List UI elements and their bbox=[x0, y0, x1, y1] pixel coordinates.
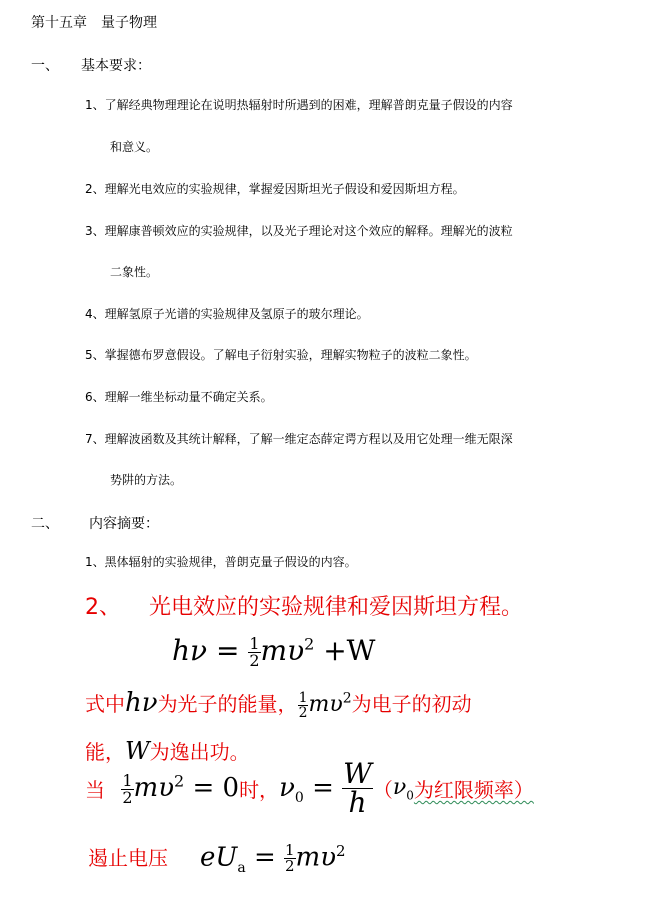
denominator: 2 bbox=[249, 651, 260, 670]
denominator: 2 bbox=[122, 787, 133, 807]
section-number: 一、 bbox=[31, 58, 59, 74]
item-number: 1、 bbox=[85, 98, 105, 112]
desc-line-3 bbox=[85, 757, 534, 830]
item-text: 理解氢原子光谱的实验规律及氢原子的玻尔理论。 bbox=[104, 307, 369, 321]
requirement-item-5 bbox=[85, 346, 477, 363]
desc-text: 能， bbox=[85, 740, 125, 764]
requirement-item-1-continued: 和意义。 bbox=[110, 140, 159, 154]
desc-text: （ bbox=[372, 778, 393, 802]
one-half-fraction bbox=[298, 691, 309, 720]
one-half-fraction bbox=[248, 636, 260, 669]
threshold-equation bbox=[121, 770, 240, 807]
summary-item-2-heading bbox=[85, 590, 523, 621]
desc-text: 为逸出功。 bbox=[149, 740, 250, 764]
requirement-item-7 bbox=[85, 430, 513, 447]
subscript-zero: 0 bbox=[294, 789, 304, 806]
item-number: 4、 bbox=[85, 307, 105, 321]
exponent: 2 bbox=[304, 634, 315, 654]
cutoff-frequency-symbol bbox=[392, 774, 414, 803]
section-heading-1 bbox=[31, 55, 151, 75]
requirement-item-1 bbox=[85, 96, 513, 113]
desc-text: 为电子的初动 bbox=[351, 692, 472, 716]
item-text: 理解光电效应的实验规律，掌握爱因斯坦光子假设和爱因斯坦方程。 bbox=[104, 182, 465, 196]
denominator: h bbox=[348, 786, 367, 819]
requirement-item-3-continued: 二象性。 bbox=[110, 265, 159, 279]
item-text: 理解波函数及其统计解释，了解一维定态薛定谔方程以及用它处理一维无限深 bbox=[104, 432, 513, 446]
requirement-item-3 bbox=[85, 222, 513, 239]
numerator: 1 bbox=[298, 689, 308, 706]
summary-item-1: 1、黑体辐射的实验规律，普朗克量子假设的内容。 bbox=[85, 555, 357, 569]
work-function-symbol: W bbox=[125, 737, 150, 765]
item-title: 光电效应的实验规律和爱因斯坦方程。 bbox=[149, 595, 524, 620]
desc-text: 当 bbox=[85, 778, 105, 802]
item-number: 5、 bbox=[85, 348, 105, 362]
denominator: 2 bbox=[285, 857, 295, 876]
requirement-item-4 bbox=[85, 305, 369, 322]
nu-symbol: ν bbox=[392, 774, 407, 800]
chapter-title: 第十五章 量子物理 bbox=[31, 15, 157, 31]
section-number: 二、 bbox=[31, 516, 59, 532]
w-over-h-fraction bbox=[342, 757, 373, 819]
stopping-voltage-equation bbox=[200, 842, 346, 876]
item-text: 了解经典物理理论在说明热辐射时所遇到的困难，理解普朗克量子假设的内容 bbox=[104, 98, 513, 112]
mass-velocity-term: mυ bbox=[133, 773, 175, 804]
requirement-item-7-continued: 势阱的方法。 bbox=[110, 473, 183, 487]
exponent: 2 bbox=[336, 842, 346, 860]
equals-sign: = bbox=[312, 772, 334, 803]
denominator: 2 bbox=[298, 704, 308, 721]
numerator: 1 bbox=[285, 841, 295, 860]
desc-text: 时， bbox=[239, 778, 280, 802]
item-number: 6、 bbox=[85, 390, 105, 404]
numerator: 1 bbox=[249, 634, 260, 653]
one-half-fraction bbox=[284, 843, 296, 874]
stopping-voltage-term: eU bbox=[200, 842, 238, 873]
item-text: 掌握德布罗意假设。了解电子衍射实验，理解实物粒子的波粒二象性。 bbox=[104, 348, 477, 362]
einstein-equation bbox=[172, 634, 375, 669]
one-half-fraction bbox=[121, 770, 133, 807]
numerator: W bbox=[343, 757, 372, 790]
desc-line-4 bbox=[88, 842, 168, 871]
desc-text: 式中 bbox=[85, 692, 125, 716]
numerator: 1 bbox=[122, 770, 133, 790]
mass-velocity-term: mυ bbox=[308, 692, 343, 717]
desc-line-1 bbox=[85, 688, 472, 720]
photon-energy-symbol: hν bbox=[125, 688, 158, 718]
equals-sign: = bbox=[253, 842, 276, 873]
section-heading-2 bbox=[31, 513, 159, 533]
nu-symbol: ν bbox=[279, 772, 295, 803]
requirement-item-2 bbox=[85, 180, 465, 197]
item-number: 3、 bbox=[85, 224, 105, 238]
desc-text: 为光子的能量， bbox=[157, 692, 298, 716]
subscript-zero: 0 bbox=[406, 788, 414, 803]
subscript-a: a bbox=[237, 859, 246, 876]
item-text: 理解康普顿效应的实验规律，以及光子理论对这个效应的解释。理解光的波粒 bbox=[104, 224, 513, 238]
equals-sign: = bbox=[215, 634, 240, 667]
section-title: 内容摘要： bbox=[89, 516, 159, 532]
mass-velocity-term: mυ bbox=[260, 634, 305, 667]
item-text: 理解一维坐标动量不确定关系。 bbox=[104, 390, 273, 404]
photon-energy-term: hν bbox=[172, 634, 208, 667]
exponent: 2 bbox=[174, 771, 185, 791]
desc-text: 遏止电压 bbox=[88, 846, 168, 870]
item-number: 2、 bbox=[85, 595, 121, 620]
item-number: 7、 bbox=[85, 432, 105, 446]
requirement-item-6 bbox=[85, 388, 273, 405]
work-function-term: +W bbox=[323, 634, 376, 667]
zero-value: = 0 bbox=[192, 773, 240, 804]
section-title: 基本要求： bbox=[81, 58, 151, 74]
cutoff-frequency-equation bbox=[279, 757, 373, 819]
exponent: 2 bbox=[342, 690, 352, 707]
item-number: 2、 bbox=[85, 182, 105, 196]
desc-text: 为红限频率） bbox=[413, 778, 534, 802]
mass-velocity-term: mυ bbox=[295, 842, 337, 873]
